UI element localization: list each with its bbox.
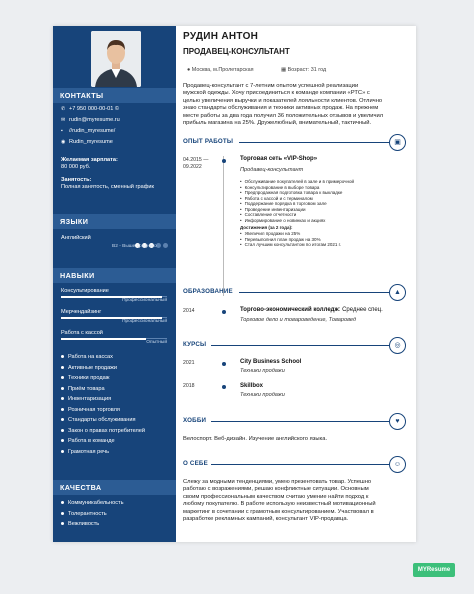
course-desc-2: Техники продажи xyxy=(240,392,285,398)
about-line: работаю с возражениями, решаю конфликтные ситуации. Основным xyxy=(183,486,369,493)
skill-list-label: Работа в команде xyxy=(68,438,115,444)
skill-list-label: Приём товара xyxy=(68,385,105,392)
salary-value: 80 000 руб. xyxy=(61,164,91,170)
skill-list-item xyxy=(61,426,145,437)
age xyxy=(281,67,326,73)
location-pin-icon: ● xyxy=(187,67,191,73)
skill-list-item xyxy=(61,352,145,363)
salary-label: Желаемая зарплата: xyxy=(61,157,118,163)
skill-level: Профессиональный xyxy=(122,298,167,303)
timeline-dot xyxy=(222,310,226,314)
quality-label: Вежливость xyxy=(68,521,100,527)
hobby-text: Велоспорт. Веб-дизайн. Изучение английского языка. xyxy=(183,436,328,442)
qualities-heading: КАЧЕСТВА xyxy=(53,480,176,495)
skills-heading: НАВЫКИ xyxy=(53,268,176,283)
courses-rule xyxy=(211,345,389,346)
education-rule xyxy=(239,292,389,293)
job-title: ПРОДАВЕЦ-КОНСУЛЬТАНТ xyxy=(183,47,290,56)
education-specialty: Торговое дело и товароведение, Товаровед xyxy=(240,317,357,323)
experience-role: Продавец-консультант xyxy=(240,167,304,173)
skill-list-label: Грамотная речь xyxy=(68,448,109,455)
briefcase-icon: ▣ xyxy=(389,134,406,151)
skill-list-item xyxy=(61,394,145,405)
bullet-icon xyxy=(61,387,64,390)
resume-page xyxy=(53,26,416,542)
bullet-icon xyxy=(61,376,64,379)
employment-value: Полная занятость, сменный график xyxy=(61,184,154,190)
course-year-2: 2018 xyxy=(183,383,195,389)
quality-item xyxy=(61,509,124,520)
language-name: Английский xyxy=(61,235,91,241)
achievements-list xyxy=(240,231,341,248)
duties-list xyxy=(240,179,354,223)
skype-text: Rudin_myresume xyxy=(69,139,113,145)
duty-item: • Обслуживание покупателей в зале и в примерочной xyxy=(240,179,354,185)
about-paragraph xyxy=(183,479,413,523)
vk-line xyxy=(61,128,115,135)
duty-item: • Консультирование в выборе товара xyxy=(240,185,354,191)
about-line: разработке рекламных кампаний, консультант VIP-продавца. xyxy=(183,516,349,523)
courses-heading: КУРСЫ xyxy=(183,341,207,348)
duty-item: • Работа с кассой и с терминалом xyxy=(240,196,354,202)
vk-text: //rudin_myresume/ xyxy=(69,128,116,134)
phone-text: +7 950 000-00-01 © xyxy=(69,106,119,112)
quality-item xyxy=(61,519,124,530)
summary-paragraph xyxy=(183,83,413,127)
sidebar xyxy=(53,26,176,542)
duty-item: • Проведение инвентаризации xyxy=(240,207,354,213)
email-text: rudin@myresume.ru xyxy=(69,117,120,123)
skill-label: Консультирование xyxy=(61,288,109,294)
skype-line xyxy=(61,139,113,146)
skill-consulting xyxy=(61,288,167,303)
bullet-icon xyxy=(61,418,64,421)
employment-label: Занятость: xyxy=(61,177,92,183)
education-heading: ОБРАЗОВАНИЕ xyxy=(183,288,233,295)
myresume-logo-badge: MYResume xyxy=(413,563,455,577)
experience-rule xyxy=(239,142,389,143)
summary-line: целью увеличения выручки и показателей лояльности клиентов. Отлично xyxy=(183,97,383,104)
quality-label: Коммуникабельность xyxy=(68,500,124,506)
skype-icon: ◉ xyxy=(61,139,66,145)
skill-label: Работа с кассой xyxy=(61,330,103,336)
calendar-icon: ▦ xyxy=(281,67,287,73)
experience-date-from: 04.2015 — xyxy=(183,157,209,163)
summary-line: месте работы за два года получил 36 положительных отзывов и увеличил xyxy=(183,112,384,119)
skill-merchandising xyxy=(61,309,167,324)
skill-list xyxy=(61,352,145,457)
location-text: Москва, м.Пролетарская xyxy=(191,67,254,73)
bullet-icon xyxy=(61,450,64,453)
location xyxy=(187,67,254,73)
bullet-icon xyxy=(61,522,64,525)
about-line: любому покупателю. В работе использую неизвестный мотивационный xyxy=(183,501,376,508)
skill-list-item xyxy=(61,405,145,416)
skill-list-label: Стандарты обслуживания xyxy=(68,417,136,423)
skill-list-item xyxy=(61,447,145,458)
education-level: : Среднее спец. xyxy=(338,307,383,313)
skill-list-label: Розничная торговля xyxy=(68,406,120,413)
course-desc-1: Техники продажи xyxy=(240,368,285,374)
age-text: Возраст: 31 год xyxy=(287,67,327,73)
skill-list-item xyxy=(61,363,145,374)
bullet-icon xyxy=(61,501,64,504)
timeline-dot xyxy=(222,385,226,389)
achievement-item: • Стал лучшим консультантом по итогам 2021 г. xyxy=(240,242,341,248)
skill-level: Профессиональный xyxy=(122,319,167,324)
summary-line: Продавец-консультант с 7-летним опытом успешной реализации xyxy=(183,83,359,89)
profile-photo xyxy=(91,31,141,87)
experience-company: Торговая сеть «VIP-Shop» xyxy=(240,156,318,162)
experience-heading: ОПЫТ РАБОТЫ xyxy=(183,138,234,145)
duty-item: • Составление отчетности xyxy=(240,212,354,218)
education-year: 2014 xyxy=(183,308,195,314)
qualities-list xyxy=(61,498,124,530)
languages-heading: ЯЗЫКИ xyxy=(53,214,176,229)
summary-line: знаю стандарты обслуживания и техники активных продаж. На прежнем xyxy=(183,105,379,112)
summary-line: прибыль магазина на 25%. Дружелюбный, внимательный, тактичный. xyxy=(183,120,372,127)
skill-label: Мерчендайзинг xyxy=(61,309,102,315)
mail-icon: ✉ xyxy=(61,117,66,123)
timeline-dot xyxy=(222,159,226,163)
achievements-title xyxy=(240,225,292,231)
phone-line xyxy=(61,106,119,113)
achievement-item: • Перевыполнил план продаж на 30% xyxy=(240,237,341,243)
skill-list-label: Техники продаж xyxy=(68,375,110,381)
about-line: своим профессиональным качеством считаю умение найти подход к xyxy=(183,493,369,500)
school-name: Торгово-экономический колледж xyxy=(240,307,339,313)
timeline-dot xyxy=(222,362,226,366)
course-name-1: City Business School xyxy=(240,359,302,365)
about-line: маркетинг в сочетании с грамотным консультированием. Участвовал в xyxy=(183,508,374,515)
skill-list-label: Закон о правах потребителей xyxy=(68,427,146,434)
phone-icon: ✆ xyxy=(61,106,66,112)
skill-list-item xyxy=(61,373,145,384)
skill-list-label: Активные продажи xyxy=(68,364,118,371)
vk-icon: ▪ xyxy=(61,128,63,134)
hobby-rule xyxy=(211,421,389,422)
education-school xyxy=(240,307,383,313)
about-line: Слежу за модными тенденциями, умею презентовать товар. Успешно xyxy=(183,479,372,485)
skill-list-label: Инвентаризация xyxy=(68,396,112,402)
bullet-icon xyxy=(61,439,64,442)
bullet-icon xyxy=(61,429,64,432)
bullet-icon xyxy=(61,512,64,515)
achievements-title-text: Достижения (за 2 года): xyxy=(240,225,293,230)
email-line xyxy=(61,117,120,124)
experience-timeline xyxy=(223,156,224,296)
hobby-heading: ХОББИ xyxy=(183,417,207,424)
duty-item: • Информирование о новинках и акциях xyxy=(240,218,354,224)
heart-icon: ♥ xyxy=(389,413,406,430)
candidate-name: РУДИН АНТОН xyxy=(183,31,259,42)
skill-level: Опытный xyxy=(146,340,167,345)
quality-label: Толерантность xyxy=(68,510,107,517)
graduation-cap-icon: ▲ xyxy=(389,284,406,301)
experience-date-to: 09.2022 xyxy=(183,164,202,170)
skill-cashier xyxy=(61,330,167,345)
summary-line: мужской одежды. Хочу присоединиться к команде компании «РТС» с xyxy=(183,90,370,97)
bullet-icon xyxy=(61,397,64,400)
skill-list-label: Работа на кассах xyxy=(68,354,113,360)
person-icon: ☺ xyxy=(389,456,406,473)
bullet-icon xyxy=(61,408,64,411)
skill-list-item xyxy=(61,436,145,447)
certificate-icon: ◎ xyxy=(389,337,406,354)
about-rule xyxy=(211,464,389,465)
language-level: B2 - Выше среднего xyxy=(112,244,157,249)
language-dot xyxy=(163,243,168,248)
course-name-2: Skillbox xyxy=(240,383,264,389)
quality-item xyxy=(61,498,124,509)
course-year-1: 2021 xyxy=(183,360,195,366)
about-heading: О СЕБЕ xyxy=(183,460,208,467)
bullet-icon xyxy=(61,355,64,358)
duty-item: • Поддержание порядка в торговом зале xyxy=(240,201,354,207)
bullet-icon xyxy=(61,366,64,369)
contacts-heading: КОНТАКТЫ xyxy=(53,88,176,103)
skill-list-item xyxy=(61,384,145,395)
skill-list-item xyxy=(61,415,145,426)
duty-item: • Предпродажная подготовка товара к выкладке xyxy=(240,190,354,196)
achievement-item: • Увеличил продажи на 25% xyxy=(240,231,341,237)
